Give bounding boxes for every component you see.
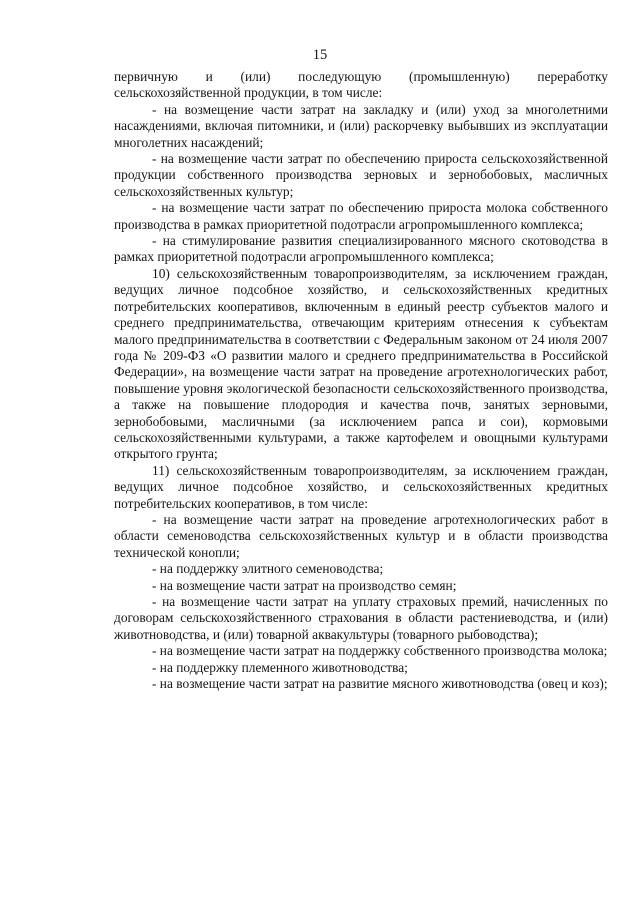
paragraph-perennial-plantings: - на возмещение части затрат на закладку и (или) уход за многолетними насаждениями, включая питомники, и (или) раскорчевку выбывших из эксплуатации многолетних насаждений; bbox=[114, 101, 608, 150]
document-body bbox=[114, 69, 608, 692]
paragraph-breeding: - на поддержку племенного животноводства; bbox=[152, 659, 408, 675]
page-number: 15 bbox=[312, 47, 328, 63]
paragraph-grain-growth: - на возмещение части затрат по обеспечению прироста сельскохозяйственной продукции собственного производства зерновых и зернобобовых, масличных сельскохозяйственных культур; bbox=[114, 151, 608, 199]
paragraph-item-11: 11) сельскохозяйственным товаропроизводителям, за исключением граждан, ведущих личное подсобное хозяйство, и сельскохозяйственных кредитных потребительских кооперативов, в том числе: bbox=[114, 462, 608, 511]
paragraph-item-10: 10) сельскохозяйственным товаропроизводителям, за исключением граждан, ведущих личное подсобное хозяйство, и сельскохозяйственных кредитных потребительских кооперативов, включенным в единый реестр субъектов малого и среднего предпринимательства, отвечающим критериям отнесения к субъектам малого предпринимательства в соответствии с Федеральным законом от 24 июля 2007 года № 209-ФЗ «О развитии малого и среднего предпринимательства в Российской Федерации», на возмещение части затрат на проведение агротехнологических работ, повышение уровня экологической безопасности сельскохозяйственного производства, а также на повышение плодородия и качества почв, занятых зерновыми, зернобобовыми, масличными (за исключением рапса и сои), кормовыми сельскохозяйственными культурами, а также картофелем и овощными культурами открытого грунта; bbox=[114, 265, 608, 462]
paragraph-elite-seeds: - на поддержку элитного семеноводства; bbox=[152, 561, 384, 577]
paragraph-seed-production: - на возмещение части затрат на производство семян; bbox=[152, 577, 457, 593]
paragraph-continuation: первичную и (или) последующую (промышленную) переработку сельскохозяйственной продукции, в том числе: bbox=[114, 69, 608, 101]
paragraph-own-milk: - на возмещение части затрат на поддержку собственного производства молока; bbox=[152, 643, 608, 659]
paragraph-milk-growth: - на возмещение части затрат по обеспечению прироста молока собственного производства в рамках приоритетной подотрасли агропромышленного комплекса; bbox=[114, 200, 608, 232]
paragraph-seed-agrotech: - на возмещение части затрат на проведение агротехнологических работ в области семеноводства сельскохозяйственных культур и в области производства технической конопли; bbox=[114, 511, 608, 560]
paragraph-beef-cattle: - на стимулирование развития специализированного мясного скотоводства в рамках приоритетной подотрасли агропромышленного комплекса; bbox=[114, 233, 608, 265]
paragraph-insurance: - на возмещение части затрат на уплату страховых премий, начисленных по договорам сельскохозяйственного страхования в области растениеводства, и (или) животноводства, и (или) товарной аквакультуры (товарного рыбоводства); bbox=[114, 594, 608, 642]
paragraph-meat-livestock: - на возмещение части затрат на развитие мясного животноводства (овец и коз); bbox=[152, 676, 608, 692]
